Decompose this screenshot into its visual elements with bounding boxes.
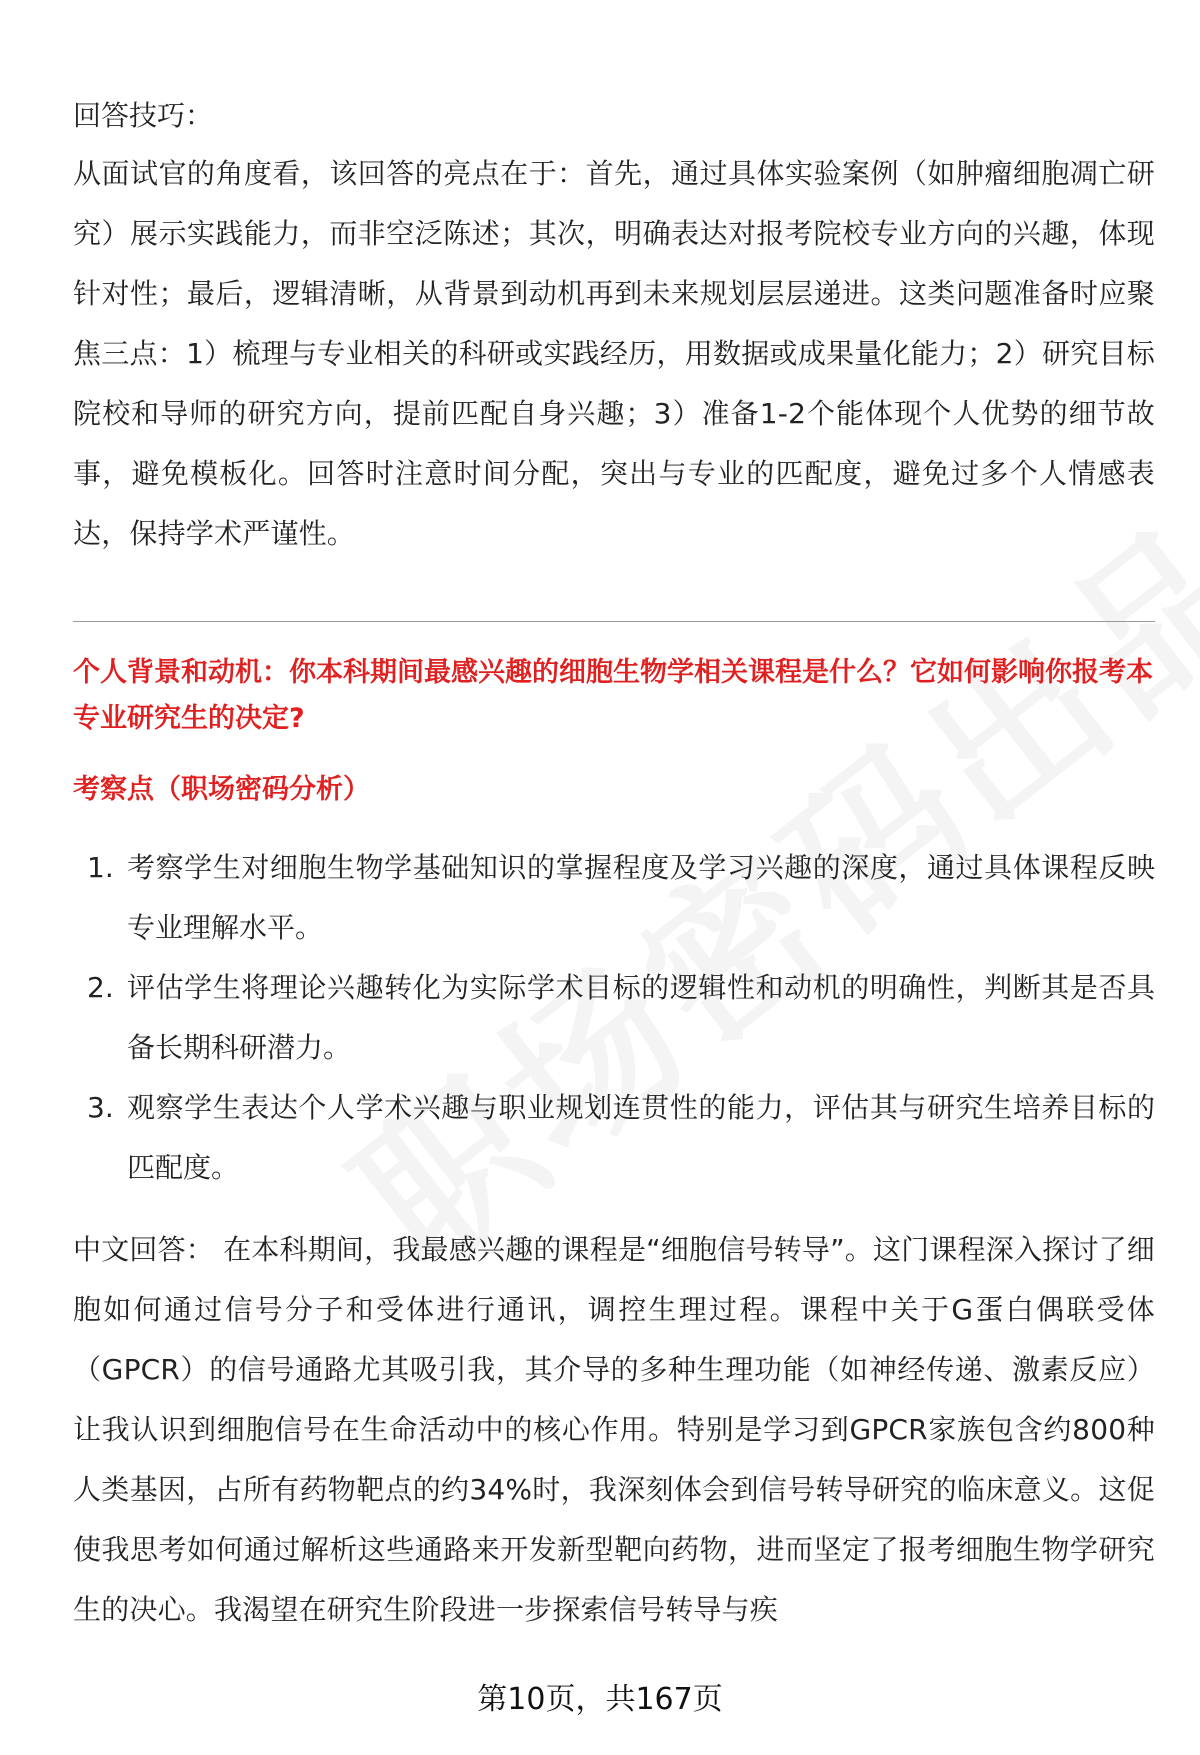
list-number: 2. [87,971,114,1004]
page-footer: 第10页，共167页 [477,1682,723,1717]
list-text: 评估学生将理论兴趣转化为实际学术目标的逻辑性和动机的明确性，判断其是否具备长期科研潜力。 [127,971,1155,1064]
tips-section [73,96,1155,564]
list-item [73,958,1155,1078]
answer-body: 中文回答： 在本科期间，我最感兴趣的课程是“细胞信号转导”。这门课程深入探讨了细胞如何通过信号分子和受体进行通讯，调控生理过程。课程中关于G蛋白偶联受体（GPCR）的信号通路尤其吸引我，其介导的多种生理功能（如神经传递、激素反应）让我认识到细胞信号在生命活动中的核心作用。特别是学习到GPCR家族包含约800种人类基因，占所有药物靶点的约34%时，我深刻体会到信号转导研究的临床意义。这促使我思考如何通过解析这些通路来开发新型靶向药物，进而坚定了报考细胞生物学研究生的决心。我渴望在研究生阶段进一步探索信号转导与疾 [73,1233,1155,1626]
assessment-points [73,838,1155,1198]
tips-body: 从面试官的角度看，该回答的亮点在于：首先，通过具体实验案例（如肿瘤细胞凋亡研究）展示实践能力，而非空泛陈述；其次，明确表达对报考院校专业方向的兴趣，体现针对性；最后，逻辑清晰，从背景到动机再到未来规划层层递进。这类问题准备时应聚焦三点：1）梳理与专业相关的科研或实践经历，用数据或成果量化能力；2）研究目标院校和导师的研究方向，提前匹配自身兴趣；3）准备1-2个能体现个人优势的细节故事，避免模板化。回答时注意时间分配，突出与专业的匹配度，避免过多个人情感表达，保持学术严谨性。 [73,157,1155,550]
list-item [73,1078,1155,1198]
question-title: 个人背景和动机：你本科期间最感兴趣的细胞生物学相关课程是什么？它如何影响你报考本专业研究生的决定? [73,657,1153,734]
question-section [73,650,1155,1198]
section-divider [73,621,1155,622]
list-number: 1. [87,851,114,884]
list-number: 3. [87,1091,114,1124]
assessment-heading: 考察点（职场密码分析） [73,774,370,805]
list-text: 观察学生表达个人学术兴趣与职业规划连贯性的能力，评估其与研究生培养目标的匹配度。 [127,1091,1155,1184]
list-text: 考察学生对细胞生物学基础知识的掌握程度及学习兴趣的深度，通过具体课程反映专业理解水平。 [127,851,1155,944]
answer-section [73,1220,1155,1640]
list-item [73,838,1155,958]
tips-label: 回答技巧： [73,99,214,132]
